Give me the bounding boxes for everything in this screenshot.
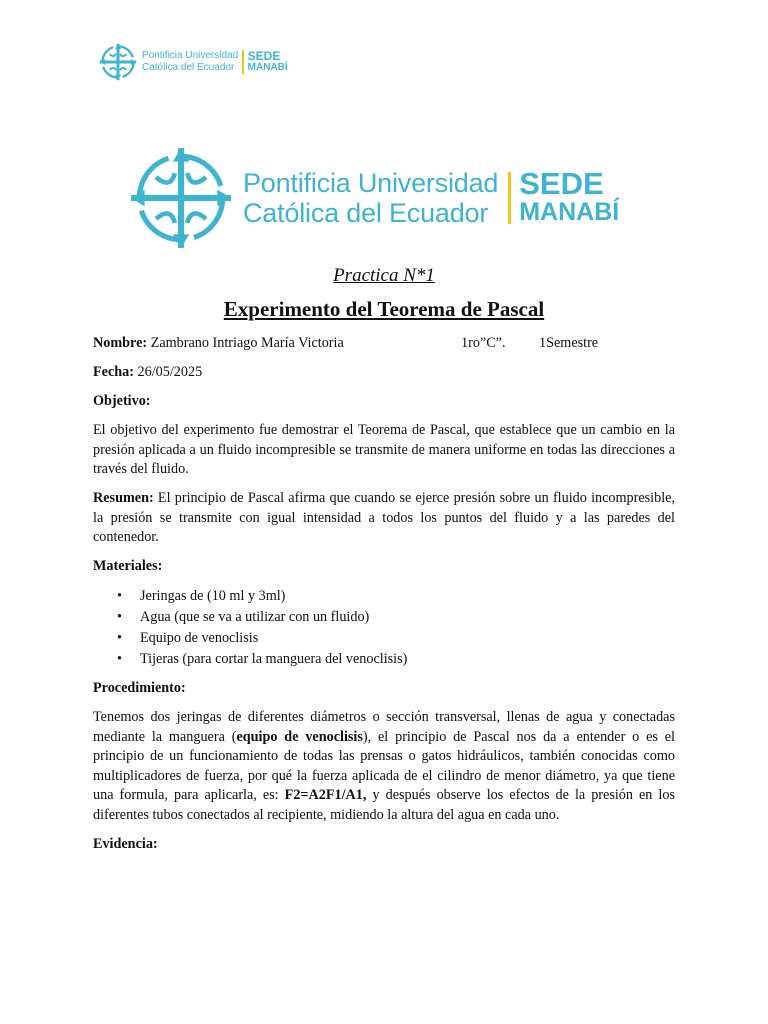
procedimiento-heading	[93, 679, 675, 699]
objetivo-label: Objetivo:	[93, 393, 151, 409]
material-text: Jeringas de (10 ml y 3ml)	[140, 588, 286, 604]
evidencia-label: Evidencia:	[93, 835, 158, 852]
resumen-label: Resumen:	[93, 490, 154, 506]
nombre-row	[93, 334, 675, 354]
procedimiento-text-2: ), el principio de Pascal nos da a entender o es el principio de un funcionamiento de todas las prensas o gatos hidráulicos, también conocidas como multiplicadores de fuerza, por qué la fuerza aplicada de el cilindro de menor diámetro, ya que tiene una formula, para aplicarla, es:	[93, 728, 675, 803]
main-logo	[127, 146, 619, 250]
header-logo-names	[142, 50, 238, 74]
main-logo-line1: Pontificia Universidad	[243, 168, 499, 198]
list-item	[93, 586, 675, 607]
main-logo-campus: MANABÍ	[519, 198, 620, 226]
material-text: Tijeras (para cortar la manguera del venoclisis)	[140, 651, 408, 667]
procedimiento-paragraph	[93, 708, 675, 825]
list-item	[93, 649, 675, 670]
list-item	[93, 628, 675, 649]
materiales-list	[93, 586, 675, 670]
procedimiento-text-1: Tenemos dos jeringas de diferentes diámetros o sección transversal, llenas de agua y conectadas mediante la manguera (	[93, 709, 675, 745]
header-logo-line1: Pontificia Universidad	[142, 50, 239, 61]
material-text: Agua (que se va a utilizar con un fluido)	[140, 609, 370, 625]
procedimiento-text-3: y después observe los efectos de la presión en los diferentes tubos conectados al recipiente, midiendo la altura del agua en cada uno.	[93, 787, 675, 823]
objetivo-heading	[93, 392, 675, 412]
curso-value: 1ro”C”.	[461, 335, 506, 351]
bullet-icon: •	[117, 609, 122, 625]
main-title: Experimento del Teorema de Pascal	[223, 297, 545, 321]
procedimiento-bold-equipment: equipo de venoclisis	[236, 728, 363, 745]
materiales-label: Materiales:	[93, 558, 163, 574]
bullet-icon: •	[117, 651, 122, 667]
main-logo-line2: Católica del Ecuador	[243, 198, 489, 228]
fecha-label: Fecha:	[93, 364, 134, 380]
objetivo-paragraph: El objetivo del experimento fue demostrar el Teorema de Pascal, que establece que un cambio en la presión aplicada a un fluido incompresible se transmite de manera uniforme en todas las direcciones a través del fluido.	[93, 422, 675, 477]
fecha-row	[93, 363, 675, 383]
fecha-value: 26/05/2025	[133, 364, 203, 380]
practica-title: Practica N*1	[333, 265, 435, 286]
semestre-value: 1Semestre	[539, 335, 599, 351]
header-logo-sede	[248, 50, 288, 74]
bullet-icon: •	[117, 630, 122, 646]
evidencia-heading	[93, 835, 675, 855]
main-logo-names	[243, 168, 498, 228]
university-emblem-large-icon	[127, 146, 235, 250]
procedimiento-formula: F2=A2F1/A1,	[284, 787, 367, 803]
main-logo-sede-text: SEDE	[519, 166, 604, 201]
document-body	[93, 334, 675, 864]
material-text: Equipo de venoclisis	[140, 630, 259, 646]
university-emblem-icon	[99, 43, 137, 81]
materiales-heading	[93, 557, 675, 577]
main-logo-divider	[508, 172, 511, 224]
procedimiento-label: Procedimiento:	[93, 680, 186, 696]
header-logo-divider	[242, 50, 244, 74]
list-item	[93, 607, 675, 628]
nombre-label: Nombre:	[93, 335, 148, 351]
header-logo-sede-text: SEDE	[247, 49, 281, 63]
header-logo-campus: MANABÍ	[247, 62, 288, 73]
resumen-paragraph	[93, 489, 675, 548]
header-logo-line2: Católica del Ecuador	[142, 62, 235, 73]
resumen-text: El principio de Pascal afirma que cuando se ejerce presión sobre un fluido incompresible, la presión se transmite con igual intensidad a todos los puntos del fluido y a las paredes del contenedor.	[93, 490, 675, 545]
nombre-value: Zambrano Intriago María Victoria	[147, 335, 344, 351]
header-logo	[99, 43, 288, 81]
main-logo-sede	[519, 166, 620, 226]
bullet-icon: •	[117, 588, 122, 604]
